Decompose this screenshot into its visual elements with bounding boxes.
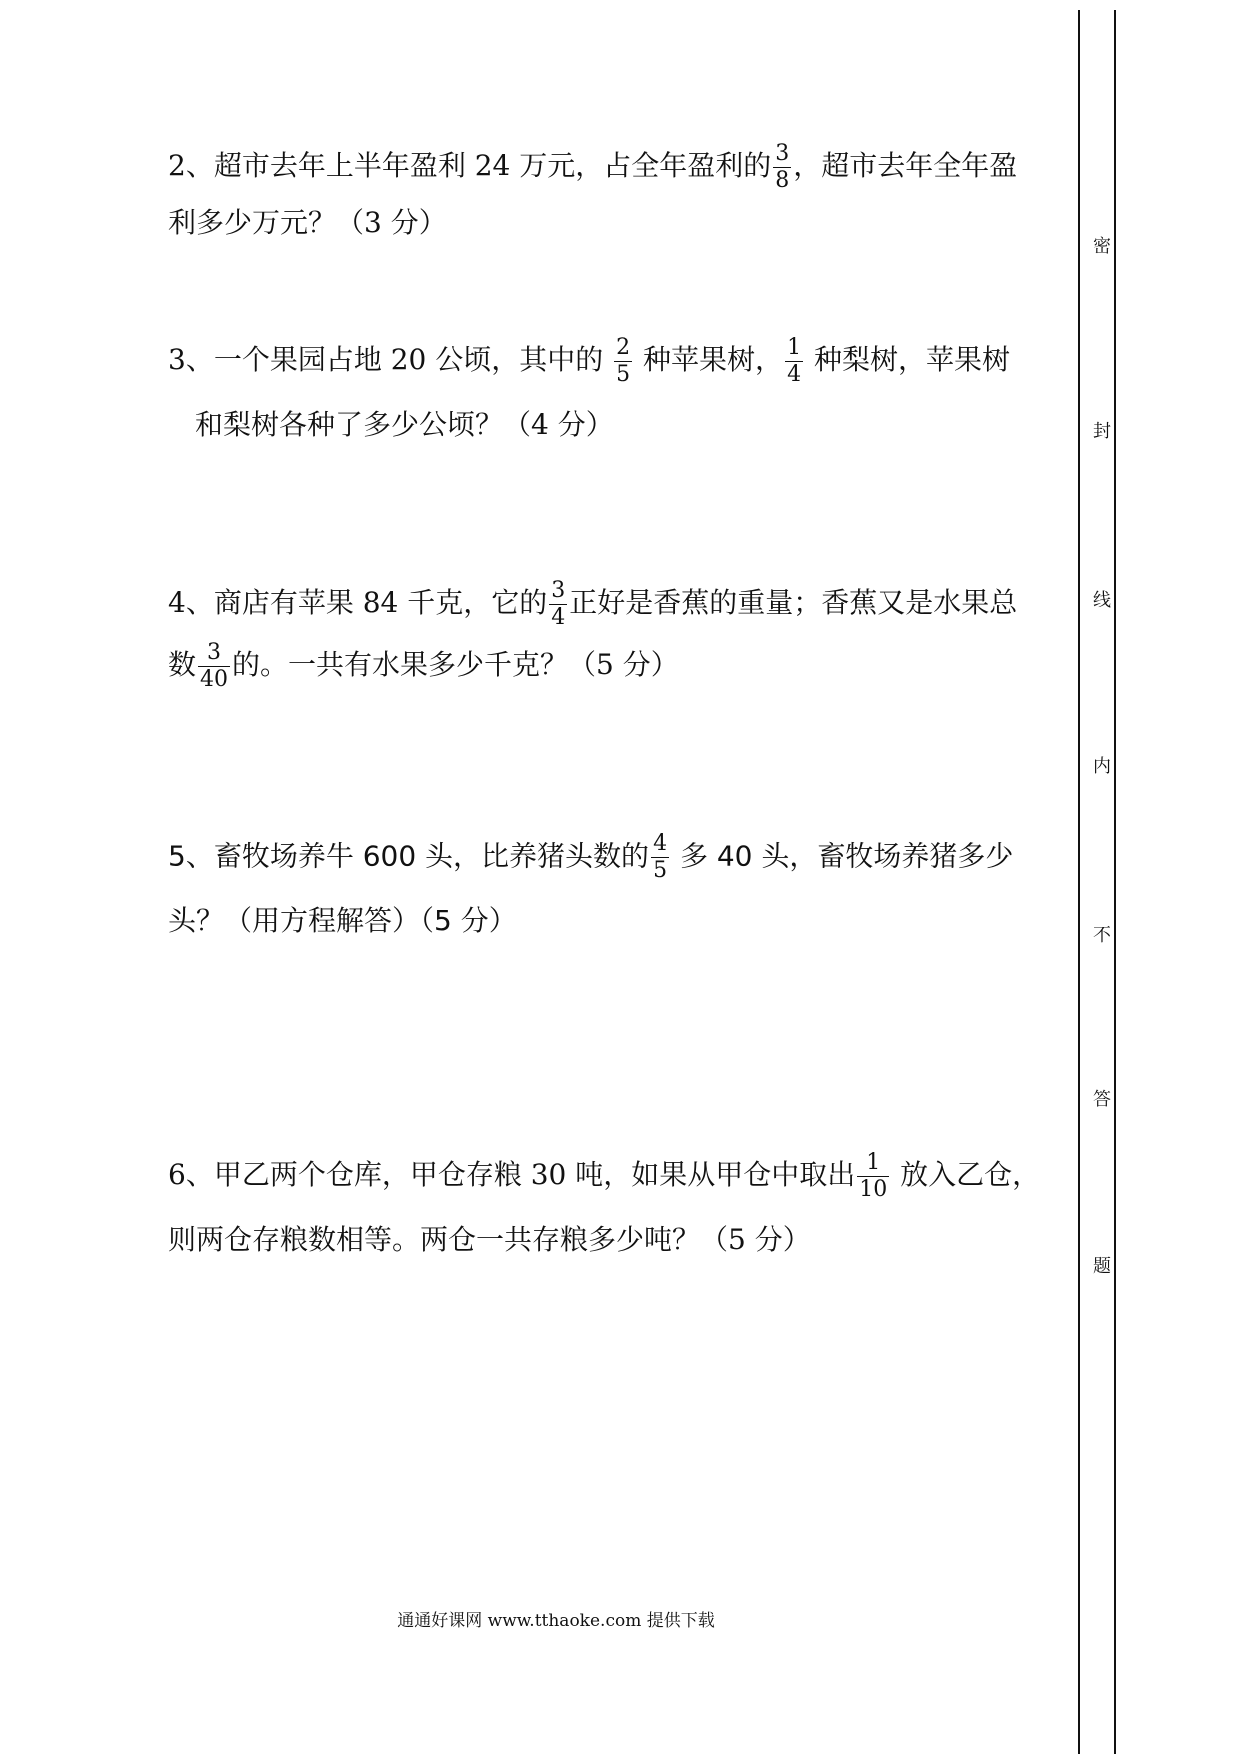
question-text: 5、畜牧场养牛 600 头，比养猪头数的: [168, 839, 650, 873]
question-text: 种梨树，苹果树: [805, 343, 1010, 376]
question-text: 种苹果树，: [634, 343, 784, 376]
page-footer: 通通好课网 www.tthaoke.com 提供下载: [397, 1611, 715, 1631]
denominator: 8: [775, 168, 790, 193]
fraction: [549, 580, 567, 629]
numerator: 3: [551, 578, 566, 603]
question-text: 3、一个果园占地 20 公顷，其中的: [168, 343, 613, 376]
seal-char-bu: 不: [1093, 925, 1111, 946]
question-text: 正好是香蕉的重量；香蕉又是水果总: [569, 586, 1018, 619]
question-text: 放入乙仓，: [891, 1158, 1041, 1191]
fraction: [651, 833, 669, 882]
question-3-line-1: [168, 337, 1010, 386]
denominator: 4: [551, 605, 566, 630]
seal-char-mi: 密: [1093, 236, 1111, 257]
seal-char-feng: 封: [1093, 421, 1111, 442]
seal-char-da: 答: [1093, 1089, 1111, 1110]
question-text: 数: [168, 648, 197, 681]
denominator: 5: [653, 858, 668, 883]
seal-line-right: [1114, 10, 1116, 1754]
question-text: 2、超市去年上半年盈利 24 万元，占全年盈利的: [168, 149, 772, 182]
question-6-line-1: [168, 1152, 1040, 1201]
question-text: 6、甲乙两个仓库，甲仓存粮 30 吨，如果从甲仓中取出: [168, 1158, 856, 1191]
seal-char-ti: 题: [1093, 1256, 1111, 1277]
numerator: 3: [207, 640, 222, 665]
numerator: 2: [616, 335, 631, 360]
question-4-line-2: [168, 642, 679, 691]
question-text: ，超市去年全年盈: [793, 149, 1018, 182]
fraction: [785, 337, 803, 386]
denominator: 40: [200, 667, 229, 692]
question-5-line-2: 头？（用方程解答）（5 分）: [168, 904, 517, 937]
question-4-line-1: [168, 580, 1017, 629]
fraction: [857, 1152, 889, 1201]
question-2-line-2: 利多少万元？（3 分）: [168, 206, 447, 239]
denominator: 10: [859, 1177, 888, 1202]
seal-line-left: [1078, 10, 1080, 1754]
question-6-line-2: 则两仓存粮数相等。两仓一共存粮多少吨？（5 分）: [168, 1223, 811, 1256]
question-5-line-1: [168, 833, 1013, 882]
seal-char-nei: 内: [1093, 756, 1111, 777]
question-text: 的。一共有水果多少千克？（5 分）: [232, 648, 679, 681]
numerator: 1: [866, 1150, 881, 1175]
question-3-line-2: 和梨树各种了多少公顷？（4 分）: [195, 408, 614, 441]
fraction: [198, 642, 230, 691]
denominator: 5: [616, 362, 631, 387]
fraction: [773, 143, 791, 192]
numerator: 3: [775, 141, 790, 166]
seal-char-xian: 线: [1093, 590, 1111, 611]
numerator: 4: [653, 831, 668, 856]
question-text: 4、商店有苹果 84 千克，它的: [168, 586, 548, 619]
question-2-line-1: [168, 143, 1017, 192]
numerator: 1: [787, 335, 802, 360]
denominator: 4: [787, 362, 802, 387]
question-text: 多 40 头，畜牧场养猪多少: [671, 839, 1014, 873]
fraction: [614, 337, 632, 386]
